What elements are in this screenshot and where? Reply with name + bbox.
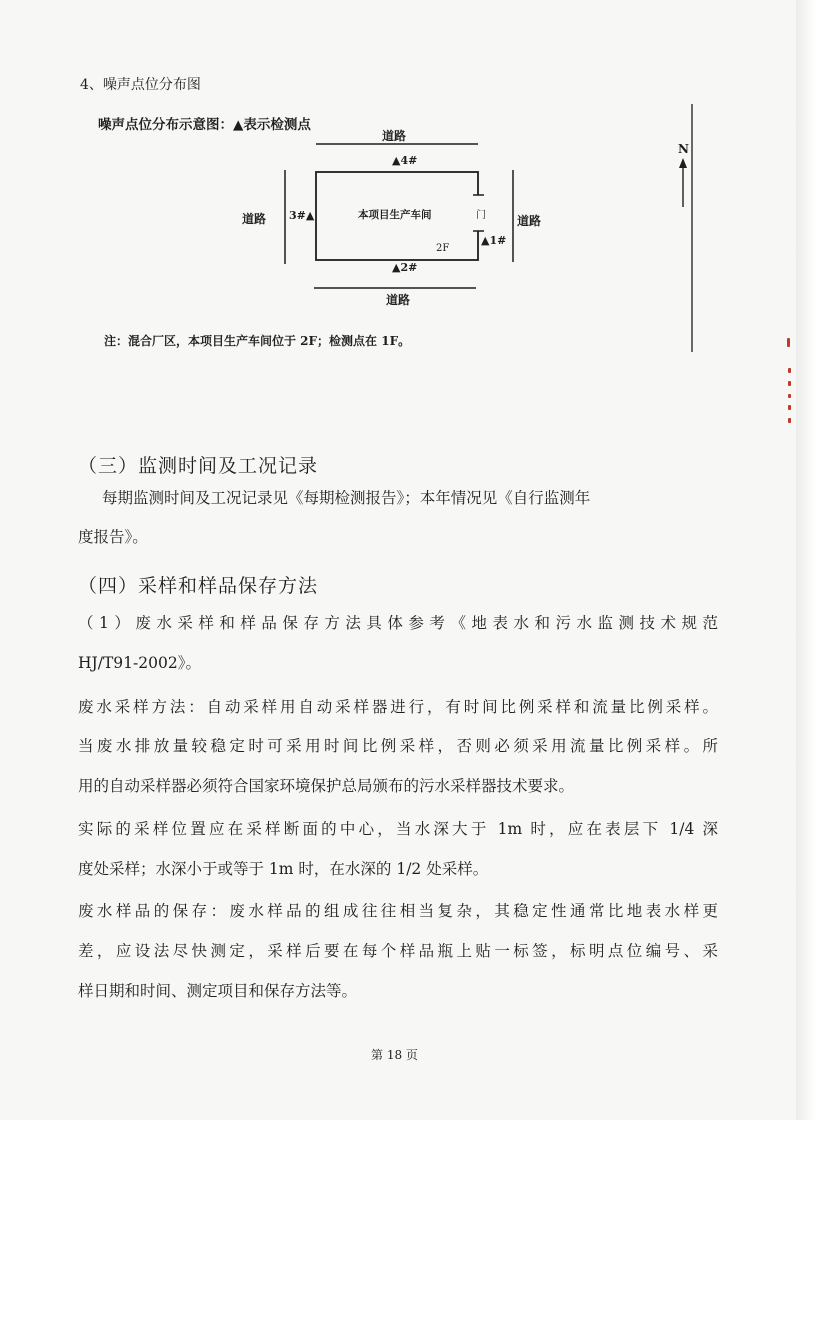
section-4-title: （四）采样和样品保存方法	[78, 575, 319, 597]
text-line: 废水采样方法：自动采样用自动采样器进行，有时间比例采样和流量比例采样。	[78, 698, 718, 716]
page-edge	[796, 0, 816, 1120]
floor-label: 2F	[436, 243, 450, 254]
road-right-label: 道路	[517, 214, 542, 228]
text-line: 样日期和时间、测定项目和保存方法等。	[78, 982, 358, 1000]
red-stamp-edge	[788, 394, 791, 398]
text-line: 实际的采样位置应在采样断面的中心，当水深大于 1m 时，应在表层下 1/4 深	[78, 820, 718, 838]
point-4: ▲4#	[392, 154, 418, 167]
text-line: 度报告》。	[78, 528, 148, 546]
section-item-heading: 4、噪声点位分布图	[80, 77, 201, 93]
road-left-label: 道路	[242, 212, 267, 226]
text-line: 差，应设法尽快测定，采样后要在每个样品瓶上贴一标签，标明点位编号、采	[78, 942, 718, 960]
section-3-paragraph	[78, 487, 718, 557]
section-4-paragraph-2	[78, 696, 718, 806]
red-stamp-edge	[788, 418, 791, 423]
section-4-paragraph-3	[78, 818, 718, 888]
noise-point-diagram	[0, 0, 796, 370]
road-bottom-label: 道路	[386, 293, 411, 307]
text-line: HJ/T91-2002》。	[78, 654, 201, 672]
text-line: 每期监测时间及工况记录见《每期检测报告》；本年情况见《自行监测年	[102, 489, 591, 507]
diagram-note: 注：混合厂区，本项目生产车间位于 2F；检测点在 1F。	[104, 334, 411, 348]
page-number: 第 18 页	[371, 1048, 418, 1062]
red-stamp-edge	[788, 381, 791, 386]
section-3-title: （三）监测时间及工况记录	[78, 455, 319, 477]
text-line: 度处采样；水深小于或等于 1m 时，在水深的 1/2 处采样。	[78, 860, 489, 878]
text-line: 用的自动采样器必须符合国家环境保护总局颁布的污水采样器技术要求。	[78, 777, 575, 795]
section-4-paragraph-1	[78, 612, 718, 682]
diagram-caption: 噪声点位分布示意图：▲表示检测点	[98, 117, 311, 133]
text-line: 废水样品的保存：废水样品的组成往往相当复杂，其稳定性通常比地表水样更	[78, 902, 718, 920]
point-3: 3#▲	[289, 209, 315, 222]
red-stamp-edge	[788, 405, 791, 410]
gate-label: 门	[476, 210, 486, 221]
building-label: 本项目生产车间	[358, 209, 432, 221]
section-4-paragraph-4	[78, 900, 718, 1010]
text-line: 当废水排放量较稳定时可采用时间比例采样，否则必须采用流量比例采样。所	[78, 737, 718, 755]
text-line: （1）废水采样和样品保存方法具体参考《地表水和污水监测技术规范	[78, 614, 718, 632]
north-label: N	[678, 142, 689, 156]
point-2: ▲2#	[392, 261, 418, 274]
point-1: ▲1#	[481, 234, 507, 247]
road-top-label: 道路	[382, 129, 407, 143]
